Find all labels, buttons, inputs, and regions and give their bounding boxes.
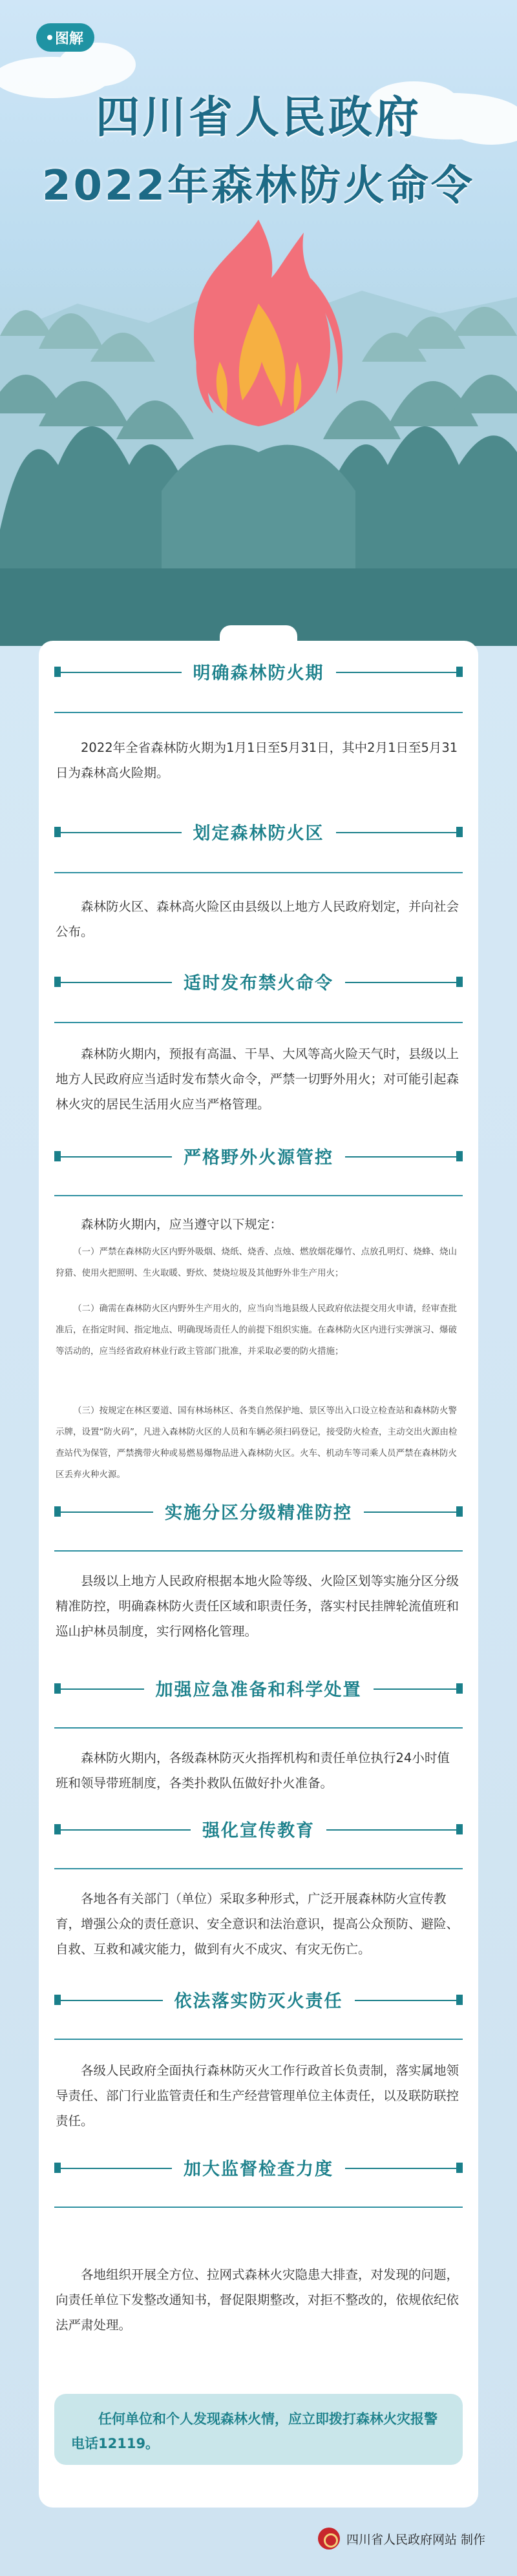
section-body-7: 各地各有关部门（单位）采取多种形式，广泛开展森林防火宣传教育，增强公众的责任意识、安全意识和法治意识，提高公众预防、避险、自救、互救和减灾能力，做到有火不成灾、有灾无伤亡。: [56, 1891, 459, 1957]
badge-label: 图解: [54, 30, 83, 47]
heading-cap-left: [54, 667, 61, 677]
heading-cap-left: [54, 1995, 61, 2005]
section-body-3: 森林防火期内，预报有高温、干旱、大风等高火险天气时，县级以上地方人民政府应当适时发布禁火命令，严禁一切野外用火；对可能引起森林火灾的居民生活用火应当严格管理。: [56, 1046, 459, 1112]
divider-line: [54, 2039, 463, 2040]
heading-cap-left: [54, 1151, 61, 1161]
section-heading-1: [54, 659, 463, 684]
section-heading-text: 实施分区分级精准防控: [153, 1503, 364, 1523]
section-divider: [54, 1022, 463, 1023]
section-heading-text: 划定森林防火区: [182, 824, 336, 844]
section-heading-text: 依法落实防灭火责任: [163, 1991, 355, 2011]
rule-item-3: （三）按规定在林区要道、国有林场林区、各类自然保护地、景区等出入口设立检查站和森林防火警示牌，设置“防火码”，凡进入森林防火区的人员和车辆必须扫码登记，接受防火检查，主动交出火源由检查站代为保管，严禁携带火种或易燃易爆物品进入森林防火区。火车、机动车等司乘人员严禁在森林防火区丢弃火种火源。: [56, 1406, 458, 1480]
section-body-1: 2022年全省森林防火期为1月1日至5月31日，其中2月1日至5月31日为森林高火险期。: [56, 740, 458, 780]
heading-cap-right: [456, 1506, 463, 1517]
section-divider: [54, 872, 463, 873]
section-body-9: 各地组织开展全方位、拉网式森林火灾隐患大排查，对发现的问题，向责任单位下发整改通知书，督促限期整改，对拒不整改的，依规依纪依法严肃处理。: [56, 2267, 459, 2332]
section-divider: [54, 712, 463, 713]
divider-line: [54, 1550, 463, 1552]
heading-cap-right: [456, 667, 463, 677]
heading-cap-right: [456, 1824, 463, 1834]
section-body-6: 森林防火期内，各级森林防灭火指挥机构和责任单位执行24小时值班和领导带班制度，各类扑救队伍做好扑火准备。: [56, 1750, 450, 1791]
tujie-badge: [36, 23, 94, 52]
section-body-5: 县级以上地方人民政府根据本地火险等级、火险区划等实施分区分级精准防控，明确森林防火责任区域和职责任务，落实村民挂牌轮流值班和巡山护林员制度，实行网格化管理。: [56, 1574, 459, 1639]
section-divider: [54, 1550, 463, 1552]
section-heading-text: 加大监督检查力度: [172, 2159, 345, 2179]
heading-cap-left: [54, 2163, 61, 2173]
divider-line: [54, 1868, 463, 1869]
section-divider: [54, 1868, 463, 1869]
heading-cap-right: [456, 1151, 463, 1161]
heading-cap-left: [54, 1824, 61, 1834]
section-heading-text: 严格野外火源管控: [172, 1148, 345, 1168]
footer-credit: 四川省人民政府网站 制作: [346, 2532, 486, 2547]
badge-dot-icon: [47, 35, 52, 40]
section-body-8: 各级人民政府全面执行森林防灭火工作行政首长负责制，落实属地领导责任、部门行业监管责任和生产经营管理单位主体责任，以及联防联控责任。: [56, 2063, 459, 2128]
section-divider: [54, 1727, 463, 1729]
section-heading-2: [54, 819, 463, 844]
divider-line: [54, 712, 463, 713]
section-divider: [54, 1195, 463, 1196]
heading-cap-left: [54, 827, 61, 837]
section-heading-6: [54, 1676, 463, 1701]
section-divider: [54, 2039, 463, 2040]
section-heading-text: 强化宣传教育: [191, 1821, 326, 1841]
hero-banner: [0, 0, 517, 646]
page-title-line2: 2022年森林防火命令: [41, 162, 476, 210]
page-title-line1: 四川省人民政府: [95, 92, 421, 143]
section-heading-text: 适时发布禁火命令: [172, 973, 345, 993]
divider-line: [54, 2207, 463, 2208]
footer: [318, 2526, 505, 2551]
rule-item-2: （二）确需在森林防火区内野外生产用火的，应当向当地县级人民政府依法提交用火申请，经审查批准后，在指定时间、指定地点、明确现场责任人的前提下组织实施。在森林防火区内进行实弹演习、爆破等活动的，应当经省政府林业行政主管部门批准，并采取必要的防火措施；: [56, 1304, 457, 1356]
section-divider: [54, 2207, 463, 2208]
heading-cap-right: [456, 2163, 463, 2173]
divider-line: [54, 1022, 463, 1023]
section-heading-3: [54, 969, 463, 994]
heading-cap-right: [456, 977, 463, 987]
heading-cap-left: [54, 1683, 61, 1694]
section-heading-5: [54, 1499, 463, 1524]
heading-cap-right: [456, 827, 463, 837]
section-heading-7: [54, 1816, 463, 1842]
rule-item-1: （一）严禁在森林防火区内野外吸烟、烧纸、烧香、点烛、燃放烟花爆竹、点放孔明灯、烧蜂、烧山狩猎、使用火把照明、生火取暖、野炊、焚烧垃圾及其他野外非生产用火；: [56, 1247, 457, 1278]
hotline-callout: 任何单位和个人发现森林火情，应立即拨打森林火灾报警电话12119。: [54, 2394, 463, 2465]
section-heading-9: [54, 2155, 463, 2180]
section-body-4: 森林防火期内，应当遵守以下规定：: [81, 1217, 283, 1232]
divider-line: [54, 1195, 463, 1196]
divider-line: [54, 872, 463, 873]
heading-cap-left: [54, 977, 61, 987]
section-heading-8: [54, 1987, 463, 2012]
heading-cap-right: [456, 1683, 463, 1694]
section-heading-text: 明确森林防火期: [182, 663, 336, 683]
national-emblem-icon: [318, 2528, 340, 2550]
section-body-2: 森林防火区、森林高火险区由县级以上地方人民政府划定，并向社会公布。: [56, 899, 459, 939]
heading-cap-right: [456, 1995, 463, 2005]
section-heading-text: 加强应急准备和科学处置: [144, 1680, 374, 1700]
section-heading-4: [54, 1143, 463, 1169]
heading-cap-left: [54, 1506, 61, 1517]
divider-line: [54, 1727, 463, 1729]
